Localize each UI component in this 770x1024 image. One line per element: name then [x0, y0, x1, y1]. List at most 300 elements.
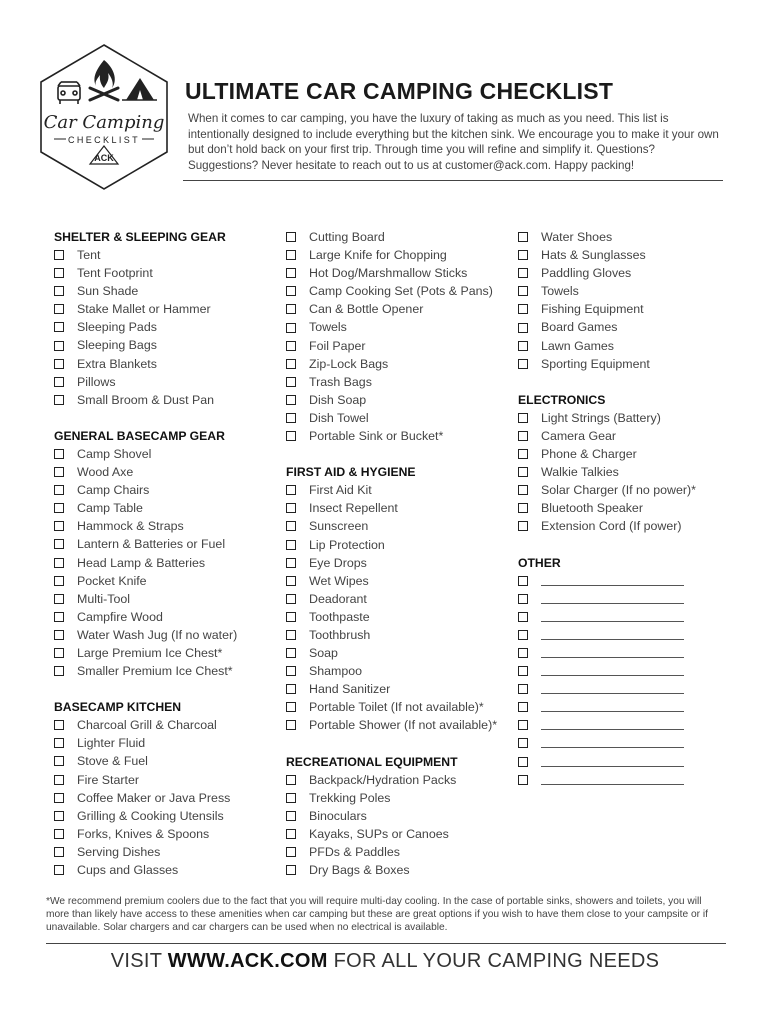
- checklist-item: [518, 499, 748, 517]
- checkbox[interactable]: [54, 720, 64, 730]
- checkbox[interactable]: [286, 377, 296, 387]
- checklist-item: [54, 843, 284, 861]
- checklist-item: [286, 499, 516, 517]
- checklist-item: [286, 644, 516, 662]
- checkbox[interactable]: [518, 684, 528, 694]
- checkbox[interactable]: [286, 558, 296, 568]
- checkbox[interactable]: [54, 449, 64, 459]
- checklist-item: [54, 445, 284, 463]
- checklist-item: [54, 716, 284, 734]
- intro-paragraph: When it comes to car camping, you have the luxury of taking as much as you need. This list is intentionally designed to include everything but the kitchen sink. We encourage you to make it your own but don’t hold back on your first trip. Through time you will refine and simplify it. Questions? Suggestions? Never hesitate to reach out to us at customer@ack.com. Happy packing!: [188, 112, 719, 172]
- item-label: Toothpaste: [309, 609, 370, 624]
- checkbox[interactable]: [286, 304, 296, 314]
- checklist-item: [286, 825, 516, 843]
- checklist-item: [286, 282, 516, 300]
- blank-write-in-line[interactable]: [541, 775, 684, 785]
- checklist-item: [54, 789, 284, 807]
- checklist-item: [54, 463, 284, 481]
- checklist-item: [518, 264, 748, 282]
- item-label: Dish Towel: [309, 410, 369, 425]
- checkbox[interactable]: [286, 268, 296, 278]
- checkbox[interactable]: [518, 323, 528, 333]
- item-label: Large Knife for Chopping: [309, 248, 447, 263]
- checkbox[interactable]: [518, 521, 528, 531]
- checklist-item: [518, 355, 748, 373]
- blank-write-in-line[interactable]: [541, 612, 684, 622]
- checkbox[interactable]: [54, 485, 64, 495]
- checkbox[interactable]: [54, 666, 64, 676]
- checkbox[interactable]: [286, 395, 296, 405]
- checkbox[interactable]: [518, 594, 528, 604]
- checklist-column-3: [518, 228, 748, 789]
- section-gap: [518, 536, 748, 554]
- item-label: PFDs & Paddles: [309, 845, 400, 859]
- item-label: Sleeping Bags: [77, 338, 157, 353]
- checkbox[interactable]: [518, 738, 528, 748]
- checkbox[interactable]: [518, 286, 528, 296]
- checkbox[interactable]: [54, 558, 64, 568]
- checklist-item: [286, 427, 516, 445]
- item-label: Fishing Equipment: [541, 302, 644, 317]
- item-label: Camp Chairs: [77, 483, 150, 498]
- checkbox[interactable]: [54, 521, 64, 531]
- item-label: Solar Charger (If no power)*: [541, 483, 696, 498]
- item-label: Tent Footprint: [77, 266, 153, 281]
- checkbox[interactable]: [518, 449, 528, 459]
- checklist-item: [286, 771, 516, 789]
- header-divider: [183, 180, 723, 181]
- blank-write-in-line[interactable]: [541, 648, 684, 658]
- checklist-item: [518, 698, 748, 716]
- item-label: Hammock & Straps: [77, 519, 184, 534]
- item-label: Portable Shower (If not available)*: [309, 718, 498, 733]
- checkbox[interactable]: [518, 485, 528, 495]
- checkbox[interactable]: [54, 811, 64, 821]
- checkbox[interactable]: [286, 775, 296, 785]
- checklist-item: [286, 246, 516, 264]
- item-label: Grilling & Cooking Utensils: [77, 808, 224, 823]
- logo-brand-text: ACK: [94, 153, 114, 163]
- section-title: BASECAMP KITCHEN: [54, 700, 182, 715]
- checkbox[interactable]: [286, 521, 296, 531]
- checklist-item: [518, 572, 748, 590]
- checklist-item: [286, 608, 516, 626]
- checklist-item: [518, 445, 748, 463]
- checkbox[interactable]: [286, 594, 296, 604]
- item-label: Forks, Knives & Spoons: [77, 826, 210, 841]
- item-label: Foil Paper: [309, 338, 366, 353]
- item-label: Small Broom & Dust Pan: [77, 392, 215, 407]
- checklist-item: [286, 590, 516, 608]
- checklist-item: [286, 698, 516, 716]
- checklist-item: [286, 662, 516, 680]
- checklist-item: [54, 499, 284, 517]
- page-title: ULTIMATE CAR CAMPING CHECKLIST: [185, 78, 614, 104]
- checkbox[interactable]: [286, 341, 296, 351]
- checklist-item: [518, 644, 748, 662]
- checklist-item: [286, 789, 516, 807]
- item-label: Trekking Poles: [309, 790, 391, 805]
- checklist-item: [286, 337, 516, 355]
- checklist-item: [286, 861, 516, 879]
- checklist-item: [518, 246, 748, 264]
- item-label: Tent: [77, 248, 101, 262]
- item-label: Towels: [309, 320, 347, 335]
- footer-cta: [0, 950, 770, 973]
- checkbox[interactable]: [518, 359, 528, 369]
- checklist-column-1: [54, 228, 284, 879]
- item-label: Wet Wipes: [309, 573, 369, 588]
- item-label: Camp Shovel: [77, 446, 152, 461]
- blank-write-in-line[interactable]: [541, 684, 684, 694]
- jeep-icon: [58, 82, 80, 104]
- checklist-item: [54, 373, 284, 391]
- checkbox[interactable]: [286, 811, 296, 821]
- checklist-item: [286, 373, 516, 391]
- checklist-item: [518, 716, 748, 734]
- checkbox[interactable]: [286, 431, 296, 441]
- checkbox[interactable]: [54, 756, 64, 766]
- item-label: Hot Dog/Marshmallow Sticks: [309, 266, 468, 281]
- section-title: RECREATIONAL EQUIPMENT: [286, 754, 458, 769]
- section-gap: [518, 373, 748, 391]
- checklist-item: [286, 536, 516, 554]
- checkbox[interactable]: [518, 757, 528, 767]
- item-label: Charcoal Grill & Charcoal: [77, 718, 217, 733]
- checkbox[interactable]: [286, 684, 296, 694]
- item-label: Serving Dishes: [77, 844, 161, 859]
- checklist-item: [518, 734, 748, 752]
- item-label: Lip Protection: [309, 537, 385, 552]
- item-label: Multi-Tool: [77, 591, 131, 606]
- checkbox[interactable]: [286, 323, 296, 333]
- checklist-item: [286, 843, 516, 861]
- item-label: Can & Bottle Opener: [309, 302, 424, 317]
- checkbox[interactable]: [54, 341, 64, 351]
- checkbox[interactable]: [286, 232, 296, 242]
- checkbox[interactable]: [286, 359, 296, 369]
- item-label: Cutting Board: [309, 230, 385, 244]
- checklist-item: [54, 807, 284, 825]
- checkbox[interactable]: [54, 250, 64, 260]
- checkbox[interactable]: [286, 630, 296, 640]
- checklist-item: [54, 264, 284, 282]
- item-label: Soap: [309, 646, 338, 661]
- item-label: Sunscreen: [309, 519, 369, 534]
- checkbox[interactable]: [286, 793, 296, 803]
- checklist-item: [518, 282, 748, 300]
- checklist-item: [54, 481, 284, 499]
- checklist-item: [518, 337, 748, 355]
- blank-write-in-line[interactable]: [541, 702, 684, 712]
- item-label: Backpack/Hydration Packs: [309, 772, 457, 787]
- footer-url[interactable]: WWW.ACK.COM: [167, 950, 328, 972]
- checkbox[interactable]: [54, 594, 64, 604]
- item-label: Binoculars: [309, 808, 367, 823]
- item-label: Hats & Sunglasses: [541, 248, 646, 263]
- checklist-item: [54, 300, 284, 318]
- section-title: ELECTRONICS: [518, 392, 606, 407]
- item-label: Hand Sanitizer: [309, 682, 391, 697]
- item-label: Portable Sink or Bucket*: [309, 429, 444, 444]
- checklist-item: [518, 771, 748, 789]
- item-label: Water Wash Jug (If no water): [77, 627, 238, 642]
- checkbox[interactable]: [54, 775, 64, 785]
- item-label: Lantern & Batteries or Fuel: [77, 537, 226, 552]
- checkbox[interactable]: [54, 612, 64, 622]
- item-label: Deadorant: [309, 591, 367, 606]
- checklist-item: [286, 318, 516, 336]
- item-label: Pocket Knife: [77, 573, 147, 588]
- checkbox[interactable]: [286, 648, 296, 658]
- checkbox[interactable]: [54, 576, 64, 586]
- checklist-item: [286, 355, 516, 373]
- checklist-item: [286, 626, 516, 644]
- blank-write-in-line[interactable]: [541, 576, 684, 586]
- tent-icon: [122, 78, 157, 100]
- item-label: Extension Cord (If power): [541, 519, 682, 534]
- blank-write-in-line[interactable]: [541, 738, 684, 748]
- item-label: Kayaks, SUPs or Canoes: [309, 826, 449, 841]
- checklist-item: [54, 336, 284, 354]
- checkbox[interactable]: [54, 304, 64, 314]
- checkbox[interactable]: [518, 341, 528, 351]
- checkbox[interactable]: [286, 576, 296, 586]
- item-label: Cups and Glasses: [77, 863, 179, 877]
- checkbox[interactable]: [518, 503, 528, 513]
- item-label: Lighter Fluid: [77, 736, 146, 751]
- checklist-item: [518, 228, 748, 246]
- checkbox[interactable]: [54, 286, 64, 296]
- checklist-item: [286, 409, 516, 427]
- checklist-item: [518, 680, 748, 698]
- item-label: Toothbrush: [309, 627, 371, 642]
- checkbox[interactable]: [54, 395, 64, 405]
- checklist-item: [54, 608, 284, 626]
- item-label: Head Lamp & Batteries: [77, 555, 206, 570]
- item-label: Walkie Talkies: [541, 465, 619, 480]
- checklist-item: [54, 626, 284, 644]
- item-label: Paddling Gloves: [541, 266, 632, 281]
- checklist-item: [54, 861, 284, 879]
- checklist-item: [54, 771, 284, 789]
- checkbox[interactable]: [518, 250, 528, 260]
- checklist-item: [518, 427, 748, 445]
- blank-write-in-line[interactable]: [541, 630, 684, 640]
- item-label: Trash Bags: [309, 374, 372, 389]
- item-label: Towels: [541, 284, 579, 299]
- blank-write-in-line[interactable]: [541, 666, 684, 676]
- item-label: Stake Mallet or Hammer: [77, 302, 211, 317]
- checklist-item: [518, 517, 748, 535]
- checklist-item: [54, 734, 284, 752]
- item-label: Eye Drops: [309, 555, 367, 570]
- checklist-item: [54, 662, 284, 680]
- item-label: Shampoo: [309, 664, 363, 679]
- item-label: Water Shoes: [541, 230, 613, 244]
- checkbox[interactable]: [286, 503, 296, 513]
- blank-write-in-line[interactable]: [541, 720, 684, 730]
- item-label: Portable Toilet (If not available)*: [309, 700, 484, 715]
- checkbox[interactable]: [286, 666, 296, 676]
- item-label: Camp Table: [77, 501, 143, 516]
- checklist-item: [518, 318, 748, 336]
- checkbox[interactable]: [286, 250, 296, 260]
- checkbox[interactable]: [286, 413, 296, 423]
- footer-suffix: FOR ALL YOUR CAMPING NEEDS: [327, 950, 660, 972]
- checklist-item: [286, 807, 516, 825]
- checkbox[interactable]: [54, 847, 64, 857]
- checklist-item: [518, 300, 748, 318]
- checklist-item: [286, 716, 516, 734]
- checklist-item: [54, 282, 284, 300]
- checklist-column-2: [286, 228, 516, 879]
- checkbox[interactable]: [518, 612, 528, 622]
- checklist-item: [518, 626, 748, 644]
- checkbox[interactable]: [518, 232, 528, 242]
- checkbox[interactable]: [54, 503, 64, 513]
- checkbox[interactable]: [286, 485, 296, 495]
- section-title: GENERAL BASECAMP GEAR: [54, 428, 225, 443]
- checklist-item: [286, 228, 516, 246]
- checklist-item: [54, 391, 284, 409]
- checkbox[interactable]: [54, 793, 64, 803]
- section-title: OTHER: [518, 555, 561, 570]
- item-label: Campfire Wood: [77, 609, 163, 624]
- checklist-item: [286, 391, 516, 409]
- checkbox[interactable]: [54, 648, 64, 658]
- checklist-item: [518, 590, 748, 608]
- section-gap: [54, 409, 284, 427]
- checklist-item: [286, 481, 516, 499]
- checklist-item: [54, 644, 284, 662]
- item-label: Zip-Lock Bags: [309, 356, 389, 371]
- item-label: Coffee Maker or Java Press: [77, 790, 231, 805]
- checklist-item: [54, 825, 284, 843]
- checkbox[interactable]: [518, 775, 528, 785]
- checklist-item: [518, 463, 748, 481]
- checkbox[interactable]: [286, 702, 296, 712]
- checklist-item: [286, 300, 516, 318]
- item-label: Insect Repellent: [309, 501, 398, 516]
- checkbox[interactable]: [54, 539, 64, 549]
- checklist-item: [286, 264, 516, 282]
- item-label: Camera Gear: [541, 428, 617, 443]
- blank-write-in-line[interactable]: [541, 757, 684, 767]
- item-label: Pillows: [77, 374, 116, 389]
- checklist-item: [54, 246, 284, 264]
- section-title: FIRST AID & HYGIENE: [286, 465, 416, 480]
- section-gap: [286, 735, 516, 753]
- item-label: Stove & Fuel: [77, 754, 148, 769]
- checkbox[interactable]: [518, 268, 528, 278]
- checklist-item: [54, 572, 284, 590]
- checkbox[interactable]: [518, 413, 528, 423]
- checklist-item: [518, 608, 748, 626]
- checkbox[interactable]: [518, 467, 528, 477]
- checkbox[interactable]: [54, 322, 64, 332]
- checkbox[interactable]: [286, 865, 296, 875]
- section-gap: [286, 445, 516, 463]
- blank-write-in-line[interactable]: [541, 594, 684, 604]
- item-label: Fire Starter: [77, 772, 139, 787]
- checkbox[interactable]: [518, 666, 528, 676]
- checkbox[interactable]: [54, 359, 64, 369]
- footer-divider: [46, 943, 726, 944]
- checklist-item: [54, 590, 284, 608]
- checklist-item: [518, 753, 748, 771]
- checklist-item: [54, 554, 284, 572]
- checkbox[interactable]: [286, 612, 296, 622]
- checkbox[interactable]: [518, 702, 528, 712]
- item-label: Board Games: [541, 320, 618, 335]
- checkbox[interactable]: [286, 720, 296, 730]
- item-label: Large Premium Ice Chest*: [77, 645, 223, 660]
- checkbox[interactable]: [286, 847, 296, 857]
- checklist-item: [518, 481, 748, 499]
- checkbox[interactable]: [518, 576, 528, 586]
- checkbox[interactable]: [54, 829, 64, 839]
- car-camping-logo: [36, 42, 172, 192]
- checkbox[interactable]: [286, 540, 296, 550]
- checkbox[interactable]: [518, 630, 528, 640]
- campfire-icon: [90, 60, 118, 100]
- item-label: Bluetooth Speaker: [541, 501, 643, 516]
- checklist-item: [518, 662, 748, 680]
- checkbox[interactable]: [286, 286, 296, 296]
- section-gap: [54, 680, 284, 698]
- checklist-item: [54, 355, 284, 373]
- checkbox[interactable]: [54, 630, 64, 640]
- checkbox[interactable]: [518, 304, 528, 314]
- checkbox[interactable]: [54, 467, 64, 477]
- checklist-item: [54, 535, 284, 553]
- item-label: Extra Blankets: [77, 356, 157, 371]
- item-label: Dry Bags & Boxes: [309, 863, 410, 878]
- footnote: *We recommend premium coolers due to the fact that you will require multi-day cooling. In the case of portable sinks, showers and toilets, you will more than likely have access to these amenities when car camping but these are great options if you wish to have them close to your campsite or if unavailable. Solar chargers and car chargers can be used when no electrical is available.: [46, 896, 708, 933]
- checkbox[interactable]: [54, 865, 64, 875]
- logo-checklist-text: CHECKLIST: [67, 135, 141, 145]
- checklist-item: [54, 318, 284, 336]
- checkbox[interactable]: [54, 377, 64, 387]
- checklist-item: [286, 554, 516, 572]
- item-label: Sun Shade: [77, 284, 139, 299]
- checklist-item: [286, 572, 516, 590]
- item-label: First Aid Kit: [309, 483, 372, 498]
- footer-prefix: VISIT: [110, 950, 168, 972]
- item-label: Sleeping Pads: [77, 320, 157, 335]
- checkbox[interactable]: [54, 738, 64, 748]
- checkbox[interactable]: [518, 720, 528, 730]
- checkbox[interactable]: [286, 829, 296, 839]
- checkbox[interactable]: [518, 648, 528, 658]
- item-label: Phone & Charger: [541, 447, 637, 462]
- item-label: Light Strings (Battery): [541, 410, 661, 425]
- item-label: Dish Soap: [309, 392, 367, 407]
- checkbox[interactable]: [518, 431, 528, 441]
- logo-script-text: Car Camping: [43, 112, 165, 133]
- item-label: Wood Axe: [77, 465, 134, 480]
- checkbox[interactable]: [54, 268, 64, 278]
- checklist-item: [54, 752, 284, 770]
- checklist-item: [518, 409, 748, 427]
- checklist-item: [286, 517, 516, 535]
- section-title: SHELTER & SLEEPING GEAR: [54, 230, 226, 244]
- checklist-item: [286, 680, 516, 698]
- item-label: Sporting Equipment: [541, 356, 650, 371]
- item-label: Camp Cooking Set (Pots & Pans): [309, 284, 493, 299]
- item-label: Smaller Premium Ice Chest*: [77, 664, 233, 679]
